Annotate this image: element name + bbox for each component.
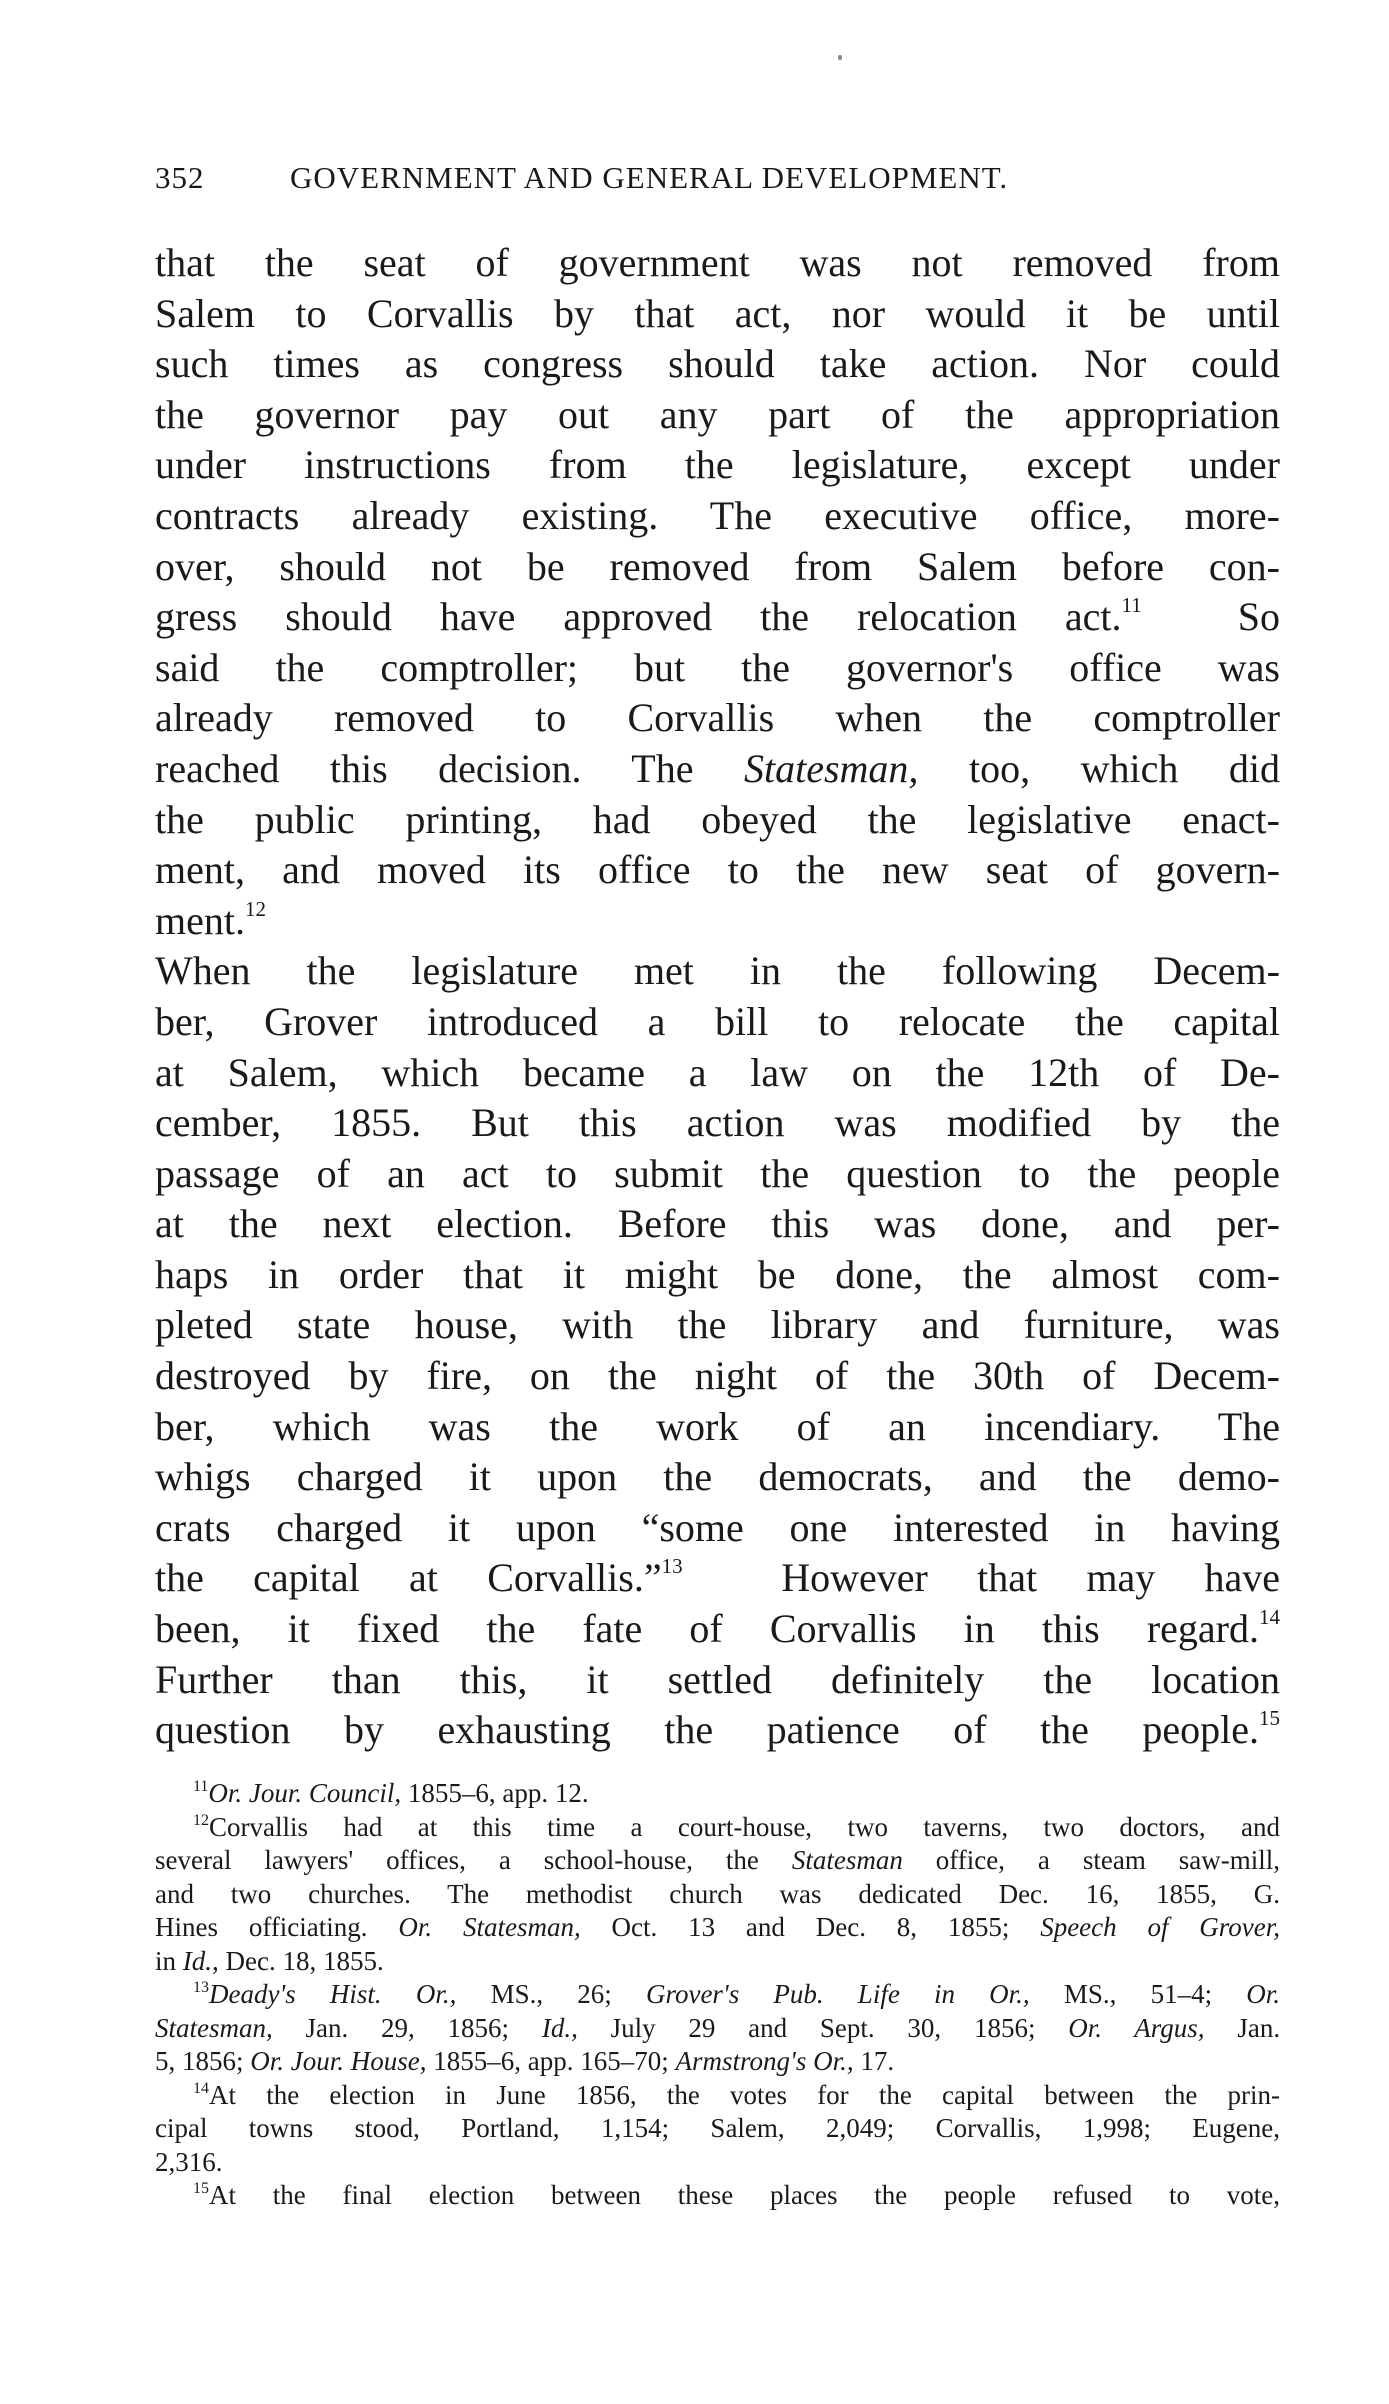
footnote-14-line: 2,316. <box>155 2146 223 2177</box>
footnote-13-line: Statesman, Jan. 29, 1856; Id., July 29 and Sept. 30, 1856; Or. Argus, Jan. <box>155 2012 1281 2043</box>
footnote-12-line: several lawyers' offices, a school-house, the Statesman office, a steam saw-mill, <box>155 1845 1280 1875</box>
running-title: GOVERNMENT AND GENERAL DEVELOPMENT. <box>290 160 1009 195</box>
text-line: the capital at Corvallis.”$^{13}$ However that may have <box>155 1554 1280 1601</box>
text-line: contracts already existing. The executive office, more- <box>155 492 1280 538</box>
footnote-12-line: Hines officiating. Or. Statesman, Oct. 13 and Dec. 8, 1855; Speech of Grover, <box>155 1912 1281 1942</box>
footnote-11: $^{11}$Or. Jour. Council, 1855–6, app. 12. <box>193 1778 589 1808</box>
footnote-ref-12: 12 <box>244 896 266 921</box>
text-line: passage of an act to submit the question to the people <box>155 1150 1280 1196</box>
footnote-12-line: in Id., Dec. 18, 1855. <box>155 1945 384 1976</box>
footnote-12: $^{12}$Corvallis had at this time a court-house, two taverns, two doctors, and <box>193 1811 1280 1842</box>
text-line: that the seat of government was not removed from <box>155 240 1280 285</box>
newspaper-title: Statesman, <box>744 745 919 791</box>
footnote-ref-11: 11 <box>1121 593 1142 618</box>
text-line: Further than this, it settled definitely the location <box>155 1656 1280 1702</box>
footnote-ref-15: 15 <box>1259 1706 1280 1731</box>
footnotes <box>155 1777 1280 2213</box>
footnote-ref-14: 14 <box>1259 1605 1280 1630</box>
footnote-12-line: and two churches. The methodist church was dedicated Dec. 16, 1855, G. <box>155 1878 1280 1909</box>
text-line: ber, which was the work of an incendiary. The <box>155 1403 1280 1449</box>
text-line: the public printing, had obeyed the legislative enact- <box>155 796 1280 842</box>
text-line: whigs charged it upon the democrats, and the demo- <box>155 1454 1280 1500</box>
text-line: at the next election. Before this was done, and per- <box>155 1201 1280 1247</box>
text-line: ment.$^{12}$ <box>155 896 266 943</box>
text-line: cember, 1855. But this action was modified by the <box>155 1100 1280 1146</box>
text-line: such times as congress should take action. Nor could <box>155 341 1280 387</box>
text-line: When the legislature met in the following Decem- <box>155 948 1280 994</box>
footnote-15: $^{15}$At the final election between these places the people refused to vote, <box>193 2180 1280 2210</box>
text-line: already removed to Corvallis when the comptroller <box>155 695 1280 741</box>
footnote-ref-13: 13 <box>661 1554 683 1579</box>
text-line: destroyed by fire, on the night of the 30th of Decem- <box>155 1353 1280 1399</box>
text-line: said the comptroller; but the governor's office was <box>155 644 1280 690</box>
footnote-13-line: 5, 1856; Or. Jour. House, 1855–6, app. 165–70; Armstrong's Or., 17. <box>155 2046 895 2076</box>
footnote-14-line: cipal towns stood, Portland, 1,154; Salem, 2,049; Corvallis, 1,998; Eugene, <box>155 2113 1280 2143</box>
text-line: ment, and moved its office to the new seat of govern- <box>155 847 1280 893</box>
text-line: been, it fixed the fate of Corvallis in this regard.$^{14}$ <box>155 1605 1280 1652</box>
body-text <box>155 238 1280 1756</box>
footnote-14: $^{14}$At the election in June 1856, the votes for the capital between the prin- <box>193 2079 1280 2110</box>
page-header <box>155 160 1275 200</box>
text-line: pleted state house, with the library and furniture, was <box>155 1302 1280 1348</box>
text-line: Salem to Corvallis by that act, nor would it be until <box>155 290 1280 336</box>
text-line: at Salem, which became a law on the 12th of De- <box>155 1049 1280 1095</box>
text-line: haps in order that it might be done, the almost com- <box>155 1251 1280 1297</box>
text-line: gress should have approved the relocation act.$^{11}$ So <box>155 593 1280 640</box>
text-line: reached this decision. The Statesman, too, which did <box>155 745 1280 791</box>
text-line: ber, Grover introduced a bill to relocate the capital <box>155 998 1280 1044</box>
page-number: 352 <box>155 160 205 195</box>
print-speck <box>838 55 842 60</box>
text-line: question by exhausting the patience of the people.$^{15}$ <box>155 1706 1280 1753</box>
text-line: over, should not be removed from Salem before con- <box>155 543 1280 589</box>
text-line: under instructions from the legislature, except under <box>155 442 1280 488</box>
text-line: crats charged it upon “some one interested in having <box>155 1504 1280 1550</box>
footnote-13: $^{13}$Deady's Hist. Or., MS., 26; Grover's Pub. Life in Or., MS., 51–4; Or. <box>193 1979 1281 2009</box>
text-line: the governor pay out any part of the appropriation <box>155 391 1280 437</box>
